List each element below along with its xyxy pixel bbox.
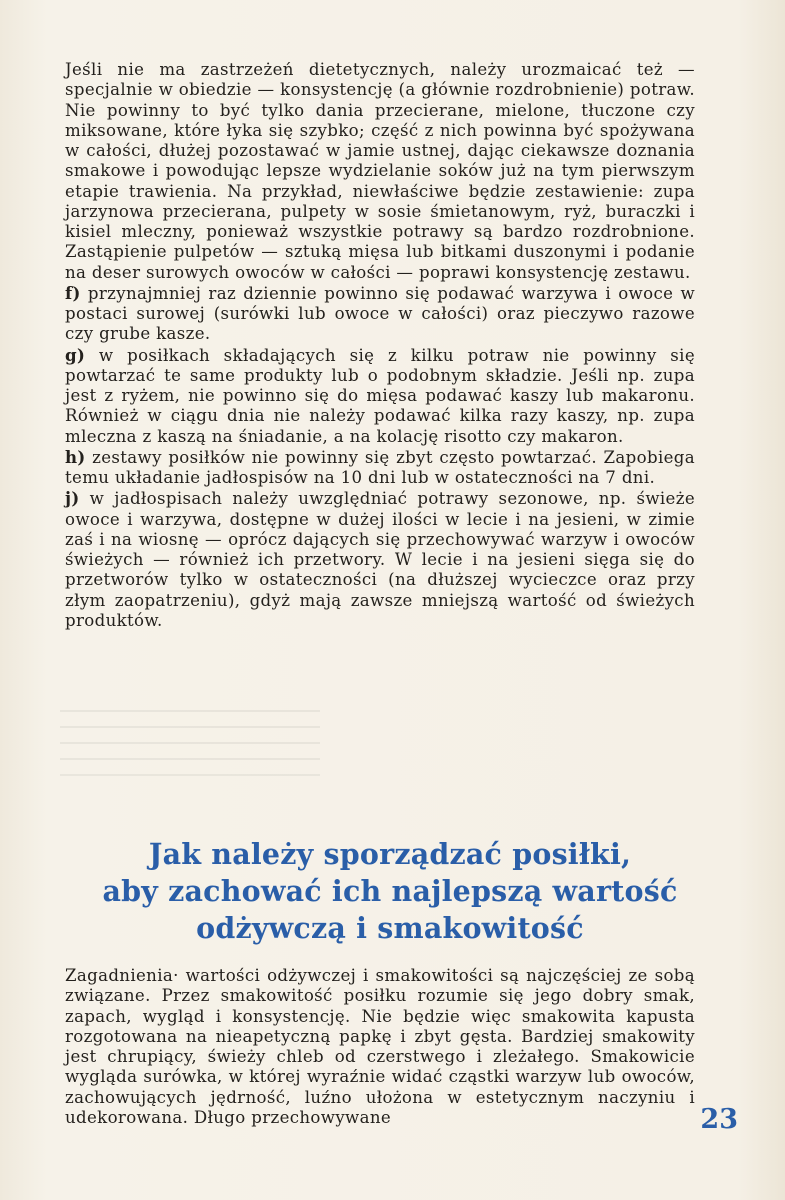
paragraph-intro-text: Jeśli nie ma zastrzeżeń dietetycznych, należy urozmaicać też — specjalnie w obiedzie — konsystencję (a głównie rozdrobnienie) potraw. Nie powinny to być tylko dania przecierane, mielone, tłuczone czy miksowane, które łyka się szybko; część z nich powinna być spożywana w całości, dłużej pozostawać w jamie ustnej, dając ciekawsze doznania smakowe i powodując lepsze wydzielanie soków już na tym pierwszym etapie trawienia. Na przykład, niewłaściwe będzie zestawienie: zupa jarzynowa przecierana, pulpety w sosie śmietanowym, ryż, buraczki i kisiel mleczny, ponieważ wszystkie potrawy są bardzo rozdrobnione. Zastąpienie pulpetów — sztuką mięsa lub bitkami duszonymi i podanie na deser surowych owoców w całości — poprawi konsystencję zestawu.	[65, 60, 695, 282]
bottom-text-block	[65, 966, 695, 1128]
paragraph-intro	[65, 60, 695, 283]
section-heading-line-1: Jak należy sporządzać posiłki,	[148, 836, 632, 871]
item-text-j: w jadłospisach należy uwzględniać potrawy sezonowe, np. świeże owoce i warzywa, dostępne w dużej ilości w lecie i na jesieni, w zimie zaś i na wiosnę — oprócz dających się przechowywać warzyw i owoców świeżych — również ich przetwory. W lecie i na jesieni sięga się do przetworów tylko w ostateczności (na dłuższej wycieczce oraz przy złym zaopatrzeniu), gdyż mają zawsze mniejszą wartość od świeżych produktów.	[65, 489, 695, 630]
show-through-lines	[60, 710, 320, 800]
item-label-f: f)	[65, 282, 81, 303]
item-text-h: zestawy posiłków nie powinny się zbyt często powtarzać. Zapobiega temu układanie jadłospisów na 10 dni lub w ostateczności na 7 dni.	[65, 447, 696, 487]
item-label-g: g)	[65, 344, 86, 365]
top-text-block	[65, 60, 695, 631]
paragraph-item-f	[65, 283, 695, 345]
item-label-j: j)	[65, 488, 80, 509]
paragraph-section-body: Zagadnienia· wartości odżywczej i smakowitości są najczęściej ze sobą związane. Przez smakowitość posiłku rozumie się jego dobry smak, zapach, wygląd i konsystencję. Nie będzie więc smakowita kapusta rozgotowana na nieapetyczną papkę i zbyt gęsta. Bardziej smakowity jest chrupiący, świeży chleb od czerstwego i zleżałego. Smakowicie wygląda surówka, w której wyraźnie widać cząstki warzyw lub owoców, zachowujących jędrność, luźno ułożona w estetycznym naczyniu i udekorowana. Długo przechowywane	[65, 966, 695, 1127]
item-text-f: przynajmniej raz dziennie powinno się podawać warzywa i owoce w postaci surowej (surówki lub owoce w całości) oraz pieczywo razowe czy grube kasze.	[65, 283, 696, 344]
page-number: 23	[700, 1104, 738, 1135]
item-text-g: w posiłkach składających się z kilku potraw nie powinny się powtarzać te same produkty lub o podobnym składzie. Jeśli np. zupa jest z ryżem, nie powinno się do mięsa podawać kaszy lub makaronu. Również w ciągu dnia nie należy podawać kilka razy kaszy, np. zupa mleczna z kaszą na śniadanie, a na kolację risotto czy makaron.	[65, 345, 696, 446]
paragraph-item-h	[65, 447, 695, 489]
section-heading-line-3: odżywczą i smakowitość	[196, 910, 584, 945]
section-heading-line-2: aby zachować ich najlepszą wartość	[102, 873, 678, 908]
item-label-h: h)	[65, 446, 86, 467]
paragraph-item-g	[65, 345, 695, 447]
section-heading	[80, 836, 700, 947]
paragraph-item-j	[65, 488, 695, 631]
